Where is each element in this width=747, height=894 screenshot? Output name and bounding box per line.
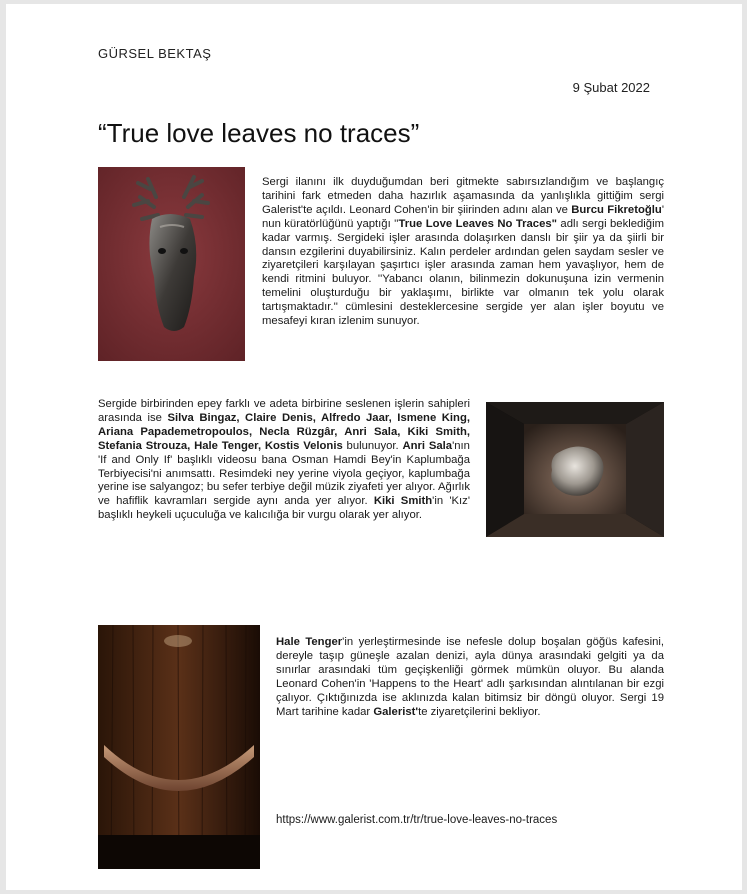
stone-installation-image	[486, 402, 664, 537]
article-paragraph-3	[276, 636, 664, 719]
author-name: GÜRSEL BEKTAŞ	[98, 46, 212, 61]
text-run: 'nın 'If and Only If' başlıklı videosu bana Osman Hamdi Bey'in Kaplumbağa Terbiyecisi'ni anımsattı. Resimdeki ney yerine viyola geçiyor, kaplumbağa yerine ise salyangoz; bu sefer terbiye değil müzik ziyafeti yer alıyor. Ağırlık ve hafiflik kavramları sergide aynı anda yer alıyor.	[98, 439, 470, 508]
text-run: ' nun küratörlüğünü yaptığı ''	[262, 203, 664, 230]
bold-text-run: Anri Sala	[402, 439, 453, 452]
text-run: Sergi ilanını ilk duyduğumdan beri gitmekte sabırsızlandığım ve başlangıç tarihini fark etmeden daha hazırlık aşamasında da yanlışlıkla gittiğim sergi Galerist'te açıldı. Leonard Cohen'in bir şiirinden adını alan ve	[262, 176, 664, 216]
bold-text-run: Burcu Fikretoğlu	[571, 203, 662, 216]
text-run: 'in yerleştirmesinde ise nefesle dolup boşalan göğüs kafesini, dereyle taşıp güneşle azalan denizi, ayla dünya arasındaki gelgiti ya da sınırlar arasındaki tüm geçişkenliği görmek mümkün oluyor. Bu alanda Leonard Cohen'in 'Happens to the Heart' adlı şarkısından alıntılanan bir ezgi çalıyor. Çıktığınızda ise aklınızda kalan bitimsiz bir döngü oluyor. Sergi 19 Mart tarihine kadar	[276, 636, 665, 718]
deer-sculpture-image	[98, 167, 245, 361]
document-page	[6, 4, 742, 890]
bold-text-run: Silva Bingaz, Claire Denis, Alfredo Jaar, Ismene King, Ariana Papademetropoulos, Necla Rüzgâr, Anri Sala, Kiki Smith, Stefania Strouza, Hale Tenger, Kostis Velonis	[98, 411, 470, 452]
article-paragraph-2	[98, 398, 470, 523]
text-run: te ziyaretçilerini bekliyor.	[418, 705, 541, 718]
text-run: adlı sergi beklediğim kadar varmış. Sergideki işler arasında dolaşırken danslı bir şiir ya da şiirli bir dansın ezgilerini duyabilirsiniz. Kalın perdeler ardından gelen saydam sesler ve ziyaretçileri karşılayan şaşırtıcı işler arasında zaman hem yavaşlıyor, hem de kendi ritmini buluyor. ''Yabancı olanın, bilinmezin dokunuşuna izin vermenin temelini oluşturduğu bir yaklaşımı, birlikte var olmanın tek yolu olarak tartışmaktadır.'' cümlesini desteklercesine sergide yer alan işler boyutu ve mesafeyi kıran izlenim sunuyor.	[262, 217, 665, 328]
bold-text-run: Galerist'	[373, 705, 419, 718]
bold-text-run: Hale Tenger	[276, 636, 343, 648]
text-run: Sergide birbirinden epey farklı ve adeta birbirine seslenen işlerin sahipleri arasında ise	[98, 398, 470, 424]
bold-text-run: Kiki Smith	[373, 495, 433, 508]
article-paragraph-1	[262, 176, 664, 329]
publish-date: 9 Şubat 2022	[572, 80, 650, 95]
text-run: bulunuyor.	[342, 439, 403, 452]
bold-text-run: True Love Leaves No Traces"	[398, 217, 557, 230]
source-link[interactable]: https://www.galerist.com.tr/tr/true-love-leaves-no-traces	[276, 814, 558, 826]
text-run: 'in 'Kız' başlıklı heykeli uçuculuğa ve kalıcılığa bir vurgu olarak yer alıyor.	[98, 495, 470, 522]
article-title: “True love leaves no traces”	[98, 118, 420, 148]
fabric-installation-image	[98, 625, 260, 869]
